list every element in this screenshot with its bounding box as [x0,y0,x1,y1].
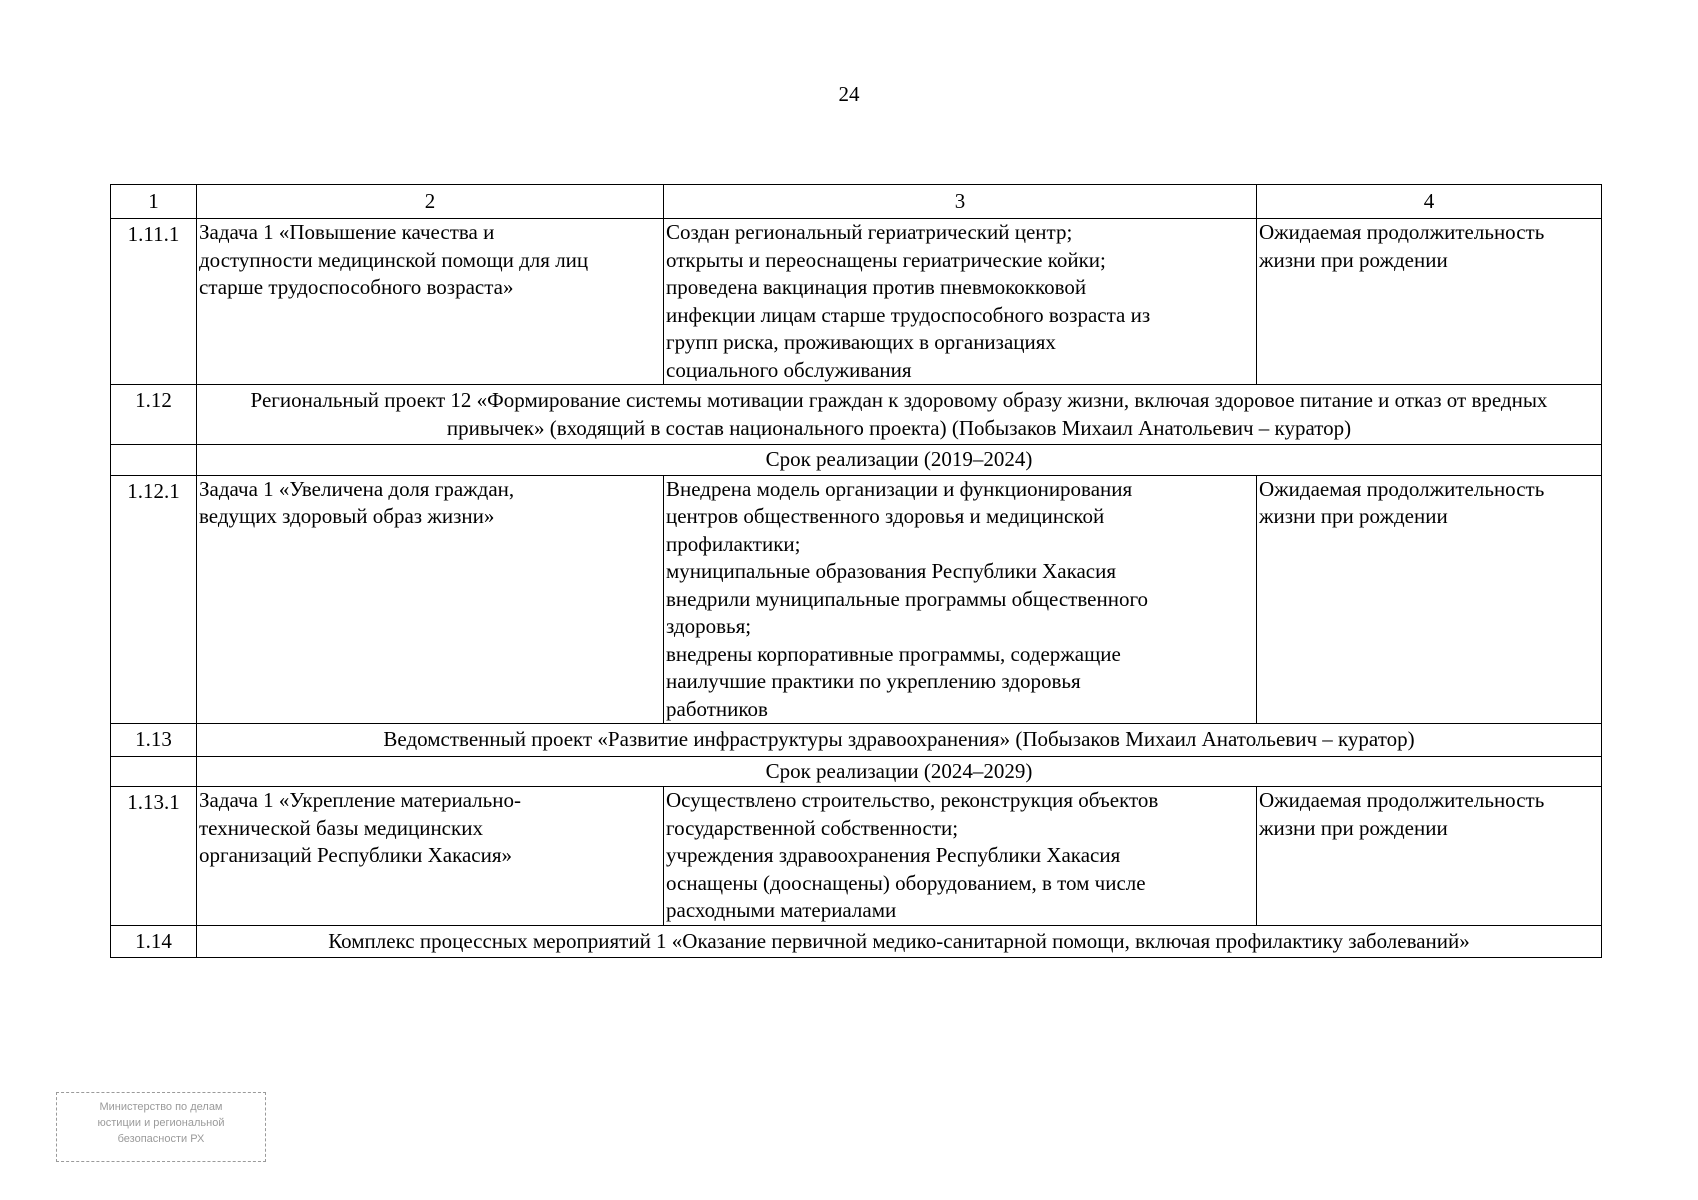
row-number: 1.12.1 [111,475,197,724]
implementation-period: Срок реализации (2019–2024) [197,445,1602,476]
project-title: Региональный проект 12 «Формирование системы мотивации граждан к здоровому образу жизни, включая здоровое питание и отказ от вредных привычек» (входящий в состав национального проекта) (Побызаков Михаил Анатольевич – куратор) [197,385,1602,445]
header-col-2: 2 [197,185,664,219]
header-col-3: 3 [664,185,1257,219]
row-number: 1.11.1 [111,219,197,385]
row-number: 1.14 [111,925,197,958]
header-col-4: 4 [1257,185,1602,219]
page-number: 24 [838,82,860,106]
project-row [111,724,1602,757]
result-cell: Внедрена модель организации и функционирования центров общественного здоровья и медицинской профилактики; муниципальные образования Республики Хакасия внедрили муниципальные программы общественного здоровья; внедрены корпоративные программы, содержащие наилучшие практики по укреплению здоровья работников [664,475,1257,724]
row-number: 1.12 [111,385,197,445]
table-row [111,475,1602,724]
task-cell: Задача 1 «Повышение качества и доступности медицинской помощи для лиц старше трудоспособного возраста» [197,219,664,385]
project-title: Комплекс процессных мероприятий 1 «Оказание первичной медико-санитарной помощи, включая профилактику заболеваний» [197,925,1602,958]
implementation-period: Срок реализации (2024–2029) [197,756,1602,787]
row-number-empty [111,445,197,476]
indicator-cell: Ожидаемая продолжительность жизни при рождении [1257,475,1602,724]
task-cell: Задача 1 «Укрепление материально- технической базы медицинских организаций Республики Хакасия» [197,787,664,926]
project-row [111,925,1602,958]
stamp-line: безопасности РХ [117,1133,205,1145]
row-number-empty [111,756,197,787]
result-cell: Осуществлено строительство, реконструкция объектов государственной собственности; учреждения здравоохранения Республики Хакасия оснащены (дооснащены) оборудованием, в том числе расходными материалами [664,787,1257,926]
stamp-line: Министерство по делам [99,1101,223,1113]
project-row [111,385,1602,445]
period-row [111,445,1602,476]
measures-table [110,184,1602,958]
indicator-cell: Ожидаемая продолжительность жизни при рождении [1257,219,1602,385]
row-number: 1.13 [111,724,197,757]
registration-stamp [56,1092,266,1162]
indicator-cell: Ожидаемая продолжительность жизни при рождении [1257,787,1602,926]
table-row [111,787,1602,926]
header-col-1: 1 [111,185,197,219]
header-row [111,185,1602,219]
stamp-line: юстиции и региональной [97,1117,225,1129]
project-title: Ведомственный проект «Развитие инфраструктуры здравоохранения» (Побызаков Михаил Анатольевич – куратор) [197,724,1602,757]
result-cell: Создан региональный гериатрический центр; открыты и переоснащены гериатрические койки; проведена вакцинация против пневмококковой инфекции лицам старше трудоспособного возраста из групп риска, проживающих в организациях социального обслуживания [664,219,1257,385]
period-row [111,756,1602,787]
task-cell: Задача 1 «Увеличена доля граждан, ведущих здоровый образ жизни» [197,475,664,724]
row-number: 1.13.1 [111,787,197,926]
table-row [111,219,1602,385]
